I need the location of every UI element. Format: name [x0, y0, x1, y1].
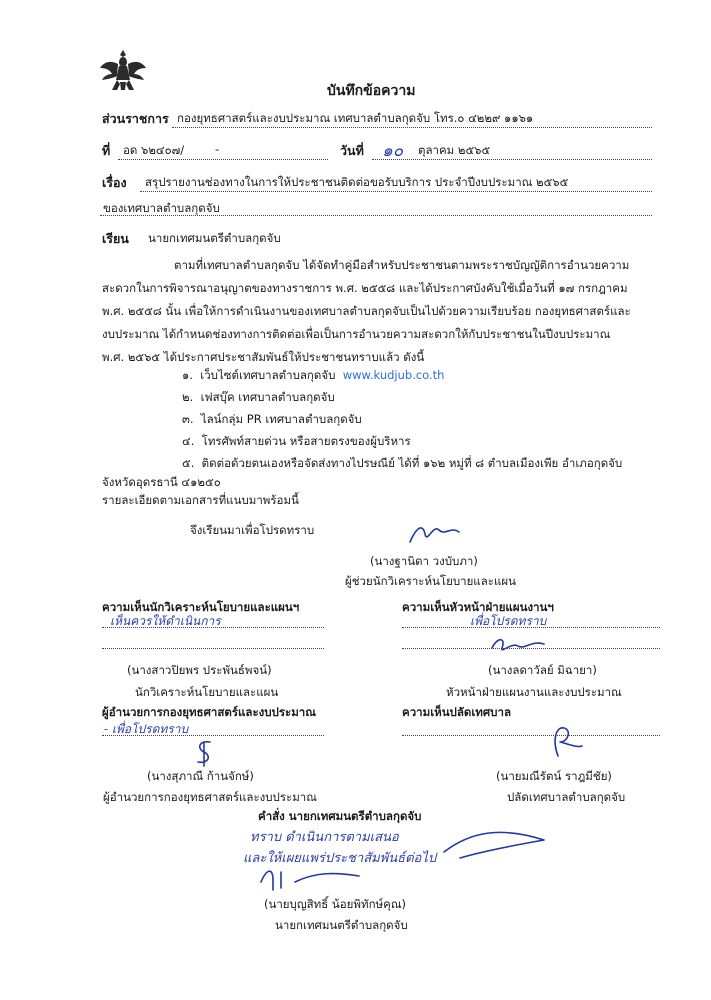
to-label: เรียน: [102, 231, 129, 246]
attachment-note: รายละเอียดตามเอกสารที่แนบมาพร้อมนี้: [102, 493, 299, 507]
clerk-position: ปลัดเทศบาลตำบลกุดจับ: [507, 790, 626, 804]
subject-underline-2: [100, 215, 652, 216]
mayor-position: นายกเทศมนตรีตำบลกุดจับ: [275, 918, 408, 932]
analyst-opinion-line-1: [102, 627, 324, 628]
director-opinion-label: ผู้อำนวยการกองยุทธศาสตร์และงบประมาณ: [102, 705, 316, 719]
item-number: ๑.: [182, 368, 193, 382]
doc-no-dash: -: [215, 142, 220, 156]
clerk-name: (นายมณีรัตน์ ราฎมีชัย): [496, 769, 612, 783]
signature-clerk: [548, 720, 588, 760]
clerk-opinion-label: ความเห็นปลัดเทศบาล: [402, 705, 511, 719]
item-number: ๓.: [182, 412, 194, 426]
head-opinion-label: ความเห็นหัวหน้าฝ่ายแผนงานฯ: [402, 600, 554, 614]
order-label: คำสั่ง นายกเทศมนตรีตำบลกุดจับ: [258, 809, 422, 823]
clerk-opinion-line: [402, 735, 660, 736]
subject-label: เรื่อง: [102, 175, 127, 190]
head-opinion-line-2: [402, 648, 660, 649]
item-text: ติดต่อด้วยตนเองหรือจัดส่งทางไปรษณีย์ ได้ที่ ๑๖๒ หมู่ที่ ๘ ตำบลเมืองเพีย อำเภอกุดจับ: [201, 456, 623, 470]
agency-value: กองยุทธศาสตร์และงบประมาณ เทศบาลตำบลกุดจับ โทร.๐ ๔๒๒๙ ๑๑๖๑: [177, 111, 534, 125]
order-handwriting-1: ทราบ ดำเนินการตามเสนอ: [250, 830, 399, 845]
list-item: [182, 367, 444, 385]
date-underline: [372, 159, 652, 160]
body-line-2: สะดวกในการพิจารณาอนุญาตของทางราชการ พ.ศ. ๒๕๕๘ และได้ประกาศบังคับใช้เมื่อวันที่ ๑๗ กรกฎาคม: [102, 281, 628, 295]
doc-no-label: ที่: [102, 143, 111, 158]
order-handwriting-2: และให้เผยแพร่ประชาสัมพันธ์ต่อไป: [243, 851, 437, 866]
item-text: ไลน์กลุ่ม PR เทศบาลตำบลกุดจับ: [200, 412, 362, 426]
item-5-continuation: จังหวัดอุดรธานี ๔๑๒๕๐: [102, 475, 221, 489]
analyst-opinion-handwriting: เห็นควรให้ดำเนินการ: [110, 614, 221, 628]
to-value: นายกเทศมนตรีตำบลกุดจับ: [148, 231, 281, 245]
head-name: (นางลดาวัลย์ มิฉายา): [488, 663, 597, 677]
subject-line-1: สรุปรายงานช่องทางในการให้ประชาชนติดต่อขอรับบริการ ประจำปีงบประมาณ ๒๕๖๕: [145, 175, 569, 189]
signature-mayor-flourish: [440, 822, 550, 862]
date-rest: ตุลาคม ๒๕๖๕: [418, 143, 491, 157]
director-opinion-handwriting: - เพื่อโปรดทราบ: [104, 722, 189, 736]
item-text: เฟสบุ๊ค เทศบาลตำบลกุดจับ: [200, 390, 335, 404]
analyst-position: นักวิเคราะห์นโยบายและแผน: [135, 685, 279, 699]
signer-1-name: (นางฐานิดา วงบับภา): [370, 554, 478, 568]
analyst-name: (นางสาวปิยพร ประพันธ์พจน์): [127, 663, 272, 677]
item-text: เว็บไซต์เทศบาลตำบลกุดจับ: [200, 368, 336, 382]
head-opinion-line-1: [402, 627, 660, 628]
director-opinion-line: [102, 735, 324, 736]
garuda-emblem-icon: [98, 46, 148, 96]
mayor-name: (นายบุญสิทธิ์ น้อยพิทักษ์คุณ): [264, 897, 406, 911]
item-text: โทรศัพท์สายด่วน หรือสายตรงของผู้บริหาร: [201, 434, 411, 448]
analyst-opinion-line-2: [102, 648, 324, 649]
body-line-5: พ.ศ. ๒๕๖๕ ได้ประกาศประชาสัมพันธ์ให้ประชาชนทราบแล้ว ดังนี้: [102, 350, 425, 364]
closing-text: จึงเรียนมาเพื่อโปรดทราบ: [190, 523, 315, 537]
list-item: [182, 455, 622, 473]
signature-1: [405, 520, 465, 550]
item-number: ๒.: [182, 390, 194, 404]
signature-mayor: [255, 862, 365, 894]
doc-no-value: อด ๖๒๔๐๗/: [123, 143, 185, 157]
signature-director: [190, 738, 220, 768]
head-position: หัวหน้าฝ่ายแผนงานและงบประมาณ: [446, 685, 622, 699]
agency-underline: [172, 127, 652, 128]
website-link[interactable]: www.kudjub.co.th: [342, 368, 445, 382]
body-line-4: งบประมาณ ได้กำหนดช่องทางการติดต่อเพื่อเป็นการอำนวยความสะดวกให้กับประชาชนในปีงบประมาณ: [102, 327, 611, 341]
body-line-3: พ.ศ. ๒๕๕๘ นั้น เพื่อให้การดำเนินงานของเทศบาลตำบลกุดจับเป็นไปด้วยความเรียบร้อย กองยุทธศาสตร์และ: [102, 304, 631, 318]
signer-1-position: ผู้ช่วยนักวิเคราะห์นโยบายและแผน: [345, 574, 516, 588]
subject-underline-1: [140, 191, 652, 192]
body-line-1: ตามที่เทศบาลตำบลกุดจับ ได้จัดทำคู่มือสำหรับประชาชนตามพระราชบัญญัติการอำนวยความ: [174, 258, 630, 272]
list-item: [182, 389, 335, 407]
item-number: ๕.: [182, 456, 195, 470]
signature-head: [488, 632, 548, 658]
list-item: [182, 411, 362, 429]
date-day: ๑๐: [382, 141, 404, 161]
doc-no-underline: [118, 159, 328, 160]
date-label: วันที่: [340, 143, 364, 158]
director-position: ผู้อำนวยการกองยุทธศาสตร์และงบประมาณ: [103, 790, 317, 804]
memo-title: บันทึกข้อความ: [327, 83, 416, 99]
list-item: [182, 433, 411, 451]
subject-line-2: ของเทศบาลตำบลกุดจับ: [103, 201, 220, 215]
agency-label: ส่วนราชการ: [102, 111, 169, 126]
item-number: ๔.: [182, 434, 195, 448]
head-opinion-handwriting: เพื่อโปรดทราบ: [470, 614, 547, 628]
director-name: (นางสุภาณี ก้านจักษ์): [147, 769, 254, 783]
analyst-opinion-label: ความเห็นนักวิเคราะห์นโยบายและแผนฯ: [102, 600, 300, 614]
